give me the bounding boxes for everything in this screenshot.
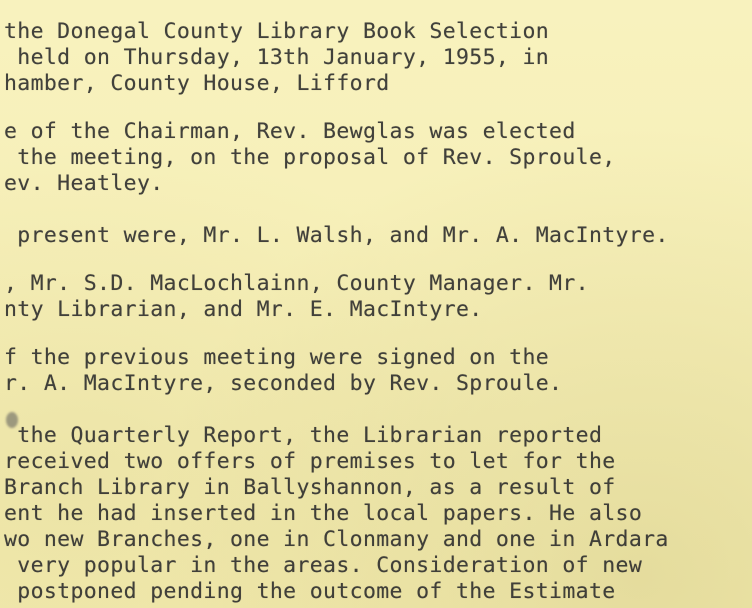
text-line-17: very popular in the areas. Consideration of new	[4, 553, 643, 578]
text-line-11: r. A. MacIntyre, seconded by Rev. Sproule.	[4, 371, 563, 396]
text-line-16: wo new Branches, one in Clonmany and one in Ardara	[4, 527, 669, 552]
text-line-1: the Donegal County Library Book Selection	[4, 19, 550, 44]
text-line-10: f the previous meeting were signed on the	[4, 345, 550, 370]
text-line-12: the Quarterly Report, the Librarian reported	[4, 423, 603, 448]
text-line-6: ev. Heatley.	[4, 171, 164, 196]
text-line-5: the meeting, on the proposal of Rev. Sproule,	[4, 145, 616, 170]
text-line-13: received two offers of premises to let for the	[4, 449, 616, 474]
text-line-2: held on Thursday, 13th January, 1955, in	[4, 45, 550, 70]
text-line-7: present were, Mr. L. Walsh, and Mr. A. MacIntyre.	[4, 223, 669, 248]
text-line-3: hamber, County House, Lifford	[4, 71, 390, 96]
text-line-9: nty Librarian, and Mr. E. MacIntyre.	[4, 297, 483, 322]
text-line-4: e of the Chairman, Rev. Bewglas was elected	[4, 119, 576, 144]
text-line-18: postponed pending the outcome of the Estimate	[4, 579, 616, 604]
text-line-14: Branch Library in Ballyshannon, as a result of	[4, 475, 616, 500]
text-line-15: ent he had inserted in the local papers. He also	[4, 501, 643, 526]
text-line-8: , Mr. S.D. MacLochlainn, County Manager. Mr.	[4, 271, 589, 296]
